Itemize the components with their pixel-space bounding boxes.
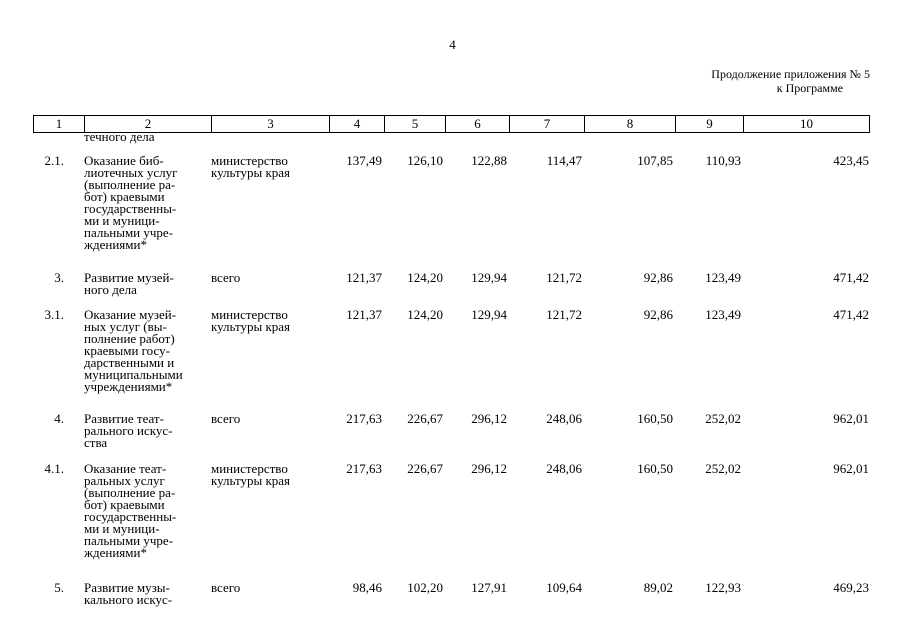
row-value-col-10: 469,23	[833, 580, 869, 595]
row-name	[84, 272, 209, 296]
row-name-line: ми и муници-	[84, 521, 160, 536]
row-value-col-10: 962,01	[833, 411, 869, 426]
row-name-line: бот) краевыми	[84, 189, 165, 204]
row-name-line: Оказание теат-	[84, 461, 167, 476]
row-name	[84, 582, 209, 606]
row-value-col-8: 160,50	[637, 411, 673, 426]
appendix-note-line1: Продолжение приложения № 5	[711, 67, 870, 81]
row-name-line: (выполнение ра-	[84, 177, 176, 192]
row-name-line: Развитие теат-	[84, 411, 164, 426]
row-value-col-6: 127,91	[471, 580, 507, 595]
header-col-6: 6	[446, 116, 510, 133]
row-value-col-10: 962,01	[833, 461, 869, 476]
row-value-col-7: 121,72	[546, 307, 582, 322]
table-row	[33, 155, 869, 266]
table-row	[33, 309, 869, 407]
row-name-line: (выполнение ра-	[84, 485, 176, 500]
row-executor-line: всего	[211, 270, 241, 285]
table-row	[33, 463, 869, 574]
row-name-line: государственны-	[84, 201, 177, 216]
row-value-col-10: 471,42	[833, 307, 869, 322]
row-value-col-7: 109,64	[546, 580, 582, 595]
row-name-line: пальными учре-	[84, 533, 174, 548]
row-value-col-4: 98,46	[352, 580, 382, 595]
header-col-10: 10	[744, 116, 870, 133]
row-name-line: рального искус-	[84, 423, 173, 438]
row-name-line: Оказание музей-	[84, 307, 177, 322]
row-executor	[211, 272, 329, 284]
row-executor-line: министерство	[211, 307, 288, 322]
table-row	[33, 582, 869, 612]
row-value-col-5: 226,67	[407, 461, 443, 476]
row-name-line: Развитие музы-	[84, 580, 170, 595]
row-name-line: полнение работ)	[84, 331, 175, 346]
row-executor	[211, 155, 329, 179]
page-number: 4	[449, 37, 456, 52]
row-executor-line: культуры края	[211, 319, 291, 334]
header-col-7: 7	[510, 116, 585, 133]
row-name	[84, 131, 209, 143]
row-number: 3.1.	[44, 307, 64, 322]
row-name-line: краевыми госу-	[84, 343, 170, 358]
row-name-line: государственны-	[84, 509, 177, 524]
row-name-line: ства	[84, 435, 108, 450]
row-executor	[211, 463, 329, 487]
row-value-col-6: 122,88	[471, 153, 507, 168]
row-value-col-9: 252,02	[705, 461, 741, 476]
row-name-line: лиотечных услуг	[84, 165, 178, 180]
row-value-col-9: 252,02	[705, 411, 741, 426]
row-value-col-9: 110,93	[705, 153, 741, 168]
header-col-1: 1	[34, 116, 85, 133]
row-number: 5.	[54, 580, 64, 595]
row-executor-line: всего	[211, 580, 241, 595]
row-value-col-5: 124,20	[407, 270, 443, 285]
header-col-8: 8	[585, 116, 676, 133]
row-value-col-6: 129,94	[471, 307, 507, 322]
row-executor-line: министерство	[211, 461, 288, 476]
row-value-col-4: 217,63	[346, 411, 382, 426]
row-executor	[211, 582, 329, 594]
appendix-note	[711, 67, 870, 95]
row-executor	[211, 413, 329, 425]
header-col-5: 5	[385, 116, 446, 133]
row-name	[84, 309, 209, 393]
row-number: 2.1.	[44, 153, 64, 168]
row-executor	[211, 309, 329, 333]
row-number: 4.	[54, 411, 64, 426]
row-value-col-6: 296,12	[471, 411, 507, 426]
row-value-col-8: 92,86	[643, 270, 673, 285]
row-value-col-5: 226,67	[407, 411, 443, 426]
header-col-4: 4	[330, 116, 385, 133]
row-number: 3.	[54, 270, 64, 285]
header-col-3: 3	[212, 116, 330, 133]
row-value-col-5: 126,10	[407, 153, 443, 168]
row-value-col-4: 121,37	[346, 270, 382, 285]
table-row	[33, 272, 869, 304]
row-executor-line: всего	[211, 411, 241, 426]
row-number: 4.1.	[44, 461, 64, 476]
row-name-line: кального искус-	[84, 592, 173, 607]
row-name-line: ного дела	[84, 282, 137, 297]
row-name-line: дарственными и	[84, 355, 175, 370]
row-name-line: ми и муници-	[84, 213, 160, 228]
row-name	[84, 463, 209, 559]
row-value-col-8: 107,85	[637, 153, 673, 168]
row-executor-line: культуры края	[211, 165, 291, 180]
row-name	[84, 155, 209, 251]
row-name-line: ждениями*	[84, 545, 147, 560]
row-value-col-10: 471,42	[833, 270, 869, 285]
table-row	[33, 413, 869, 457]
row-name-line: бот) краевыми	[84, 497, 165, 512]
row-value-col-4: 217,63	[346, 461, 382, 476]
row-name-line: ных услуг (вы-	[84, 319, 167, 334]
row-value-col-5: 102,20	[407, 580, 443, 595]
row-value-col-9: 122,93	[705, 580, 741, 595]
table-body	[33, 131, 869, 612]
row-name-line: Развитие музей-	[84, 270, 174, 285]
header-col-2: 2	[85, 116, 212, 133]
row-name-line: учреждениями*	[84, 379, 173, 394]
row-value-col-7: 248,06	[546, 461, 582, 476]
row-value-col-7: 248,06	[546, 411, 582, 426]
row-value-col-6: 296,12	[471, 461, 507, 476]
appendix-note-line2: к Программе	[776, 81, 843, 95]
row-executor-line: министерство	[211, 153, 288, 168]
row-value-col-8: 160,50	[637, 461, 673, 476]
row-name-line: течного дела	[84, 129, 155, 144]
row-value-col-9: 123,49	[705, 307, 741, 322]
row-name-line: Оказание биб-	[84, 153, 164, 168]
row-value-col-10: 423,45	[833, 153, 869, 168]
row-value-col-8: 92,86	[643, 307, 673, 322]
header-col-9: 9	[676, 116, 744, 133]
row-value-col-4: 137,49	[346, 153, 382, 168]
row-name-line: ральных услуг	[84, 473, 165, 488]
row-executor-line: культуры края	[211, 473, 291, 488]
row-value-col-6: 129,94	[471, 270, 507, 285]
row-value-col-8: 89,02	[643, 580, 673, 595]
row-value-col-7: 121,72	[546, 270, 582, 285]
table-row	[33, 131, 869, 146]
row-name	[84, 413, 209, 449]
row-value-col-5: 124,20	[407, 307, 443, 322]
row-name-line: муниципальными	[84, 367, 183, 382]
row-name-line: пальными учре-	[84, 225, 174, 240]
row-name-line: ждениями*	[84, 237, 147, 252]
row-value-col-4: 121,37	[346, 307, 382, 322]
row-value-col-9: 123,49	[705, 270, 741, 285]
row-value-col-7: 114,47	[546, 153, 582, 168]
